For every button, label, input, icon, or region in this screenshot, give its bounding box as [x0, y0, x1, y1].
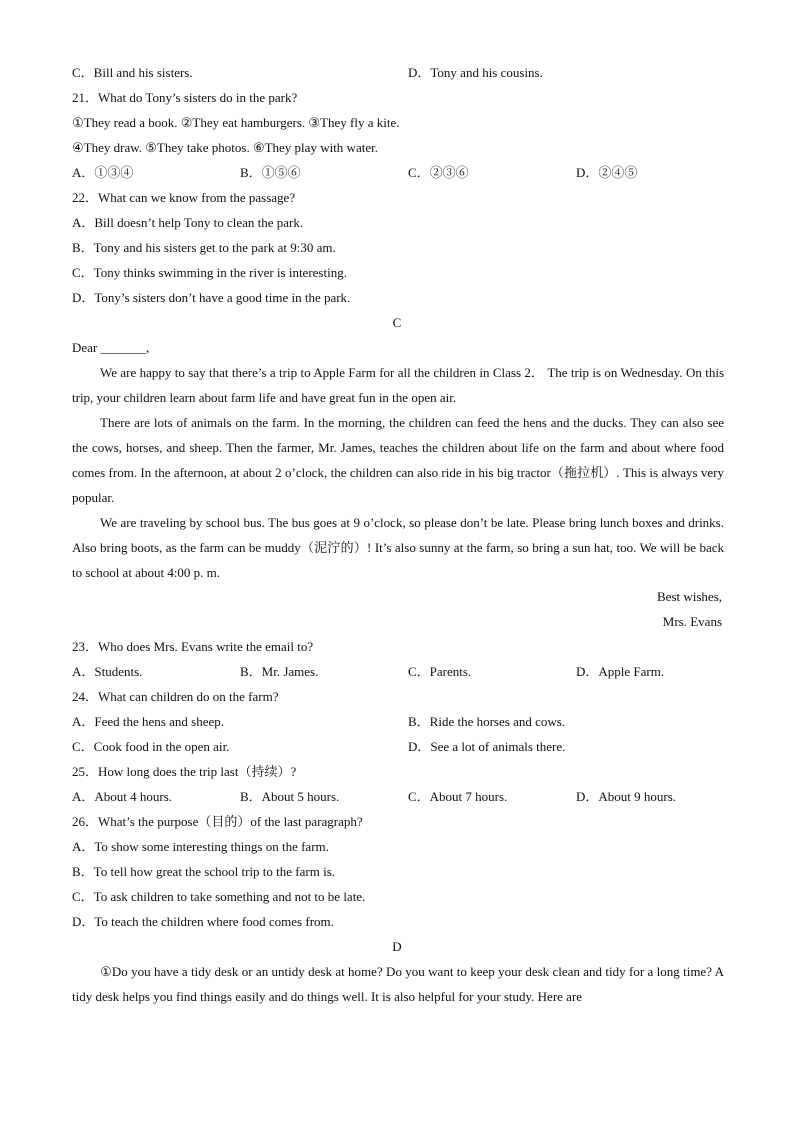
q25-option-a: A．About 4 hours. [72, 789, 173, 804]
q26-option-d: D．To teach the children where food comes from. [72, 914, 334, 929]
q24-option-d: D．See a lot of animals there. [408, 739, 566, 754]
q22-option-d: D．Tony’s sisters don’t have a good time in the park. [72, 290, 351, 305]
passage-d-heading: D [392, 939, 402, 954]
q22-option-a: A．Bill doesn’t help Tony to clean the park. [72, 215, 304, 230]
q21-choices-line-1: ①They read a book. ②They eat hamburgers. ③They fly a kite. [72, 115, 400, 130]
passage-d-paragraph-1-text: ①Do you have a tidy desk or an untidy desk at home? Do you want to keep your desk clean and tidy for a long time? A tidy desk helps you find things easily and do things well. It is also helpful for your study. Here are [72, 964, 724, 1004]
q21-choices-line-2: ④They draw. ⑤They take photos. ⑥They play with water. [72, 140, 378, 155]
passage-c-heading: C [392, 315, 402, 330]
q26-option-a: A．To show some interesting things on the farm. [72, 839, 329, 854]
letter-closing: Best wishes, [657, 589, 722, 604]
q24-option-a: A．Feed the hens and sheep. [72, 714, 224, 729]
q26-option-b: B．To tell how great the school trip to the farm is. [72, 864, 336, 879]
letter-paragraph-1-text: We are happy to say that there’s a trip to Apple Farm for all the children in Class 2． The trip is on Wednesday. On this trip, your children learn about farm life and have great fun in the open air. [72, 365, 724, 405]
q22-option-c: C．Tony thinks swimming in the river is interesting. [72, 265, 347, 280]
q22-option-b: B．Tony and his sisters get to the park at 9:30 am. [72, 240, 336, 255]
q21-option-c: C．②③⑥ [408, 165, 469, 180]
letter-paragraph-1 [72, 360, 724, 410]
q23-option-a: A．Students. [72, 664, 143, 679]
q25-stem: 25．How long does the trip last（持续）? [72, 764, 297, 779]
q21-option-d: D．②④⑤ [576, 165, 638, 180]
q20-option-c: C．Bill and his sisters. [72, 65, 193, 80]
q25-option-c: C．About 7 hours. [408, 789, 508, 804]
q25-option-d: D．About 9 hours. [576, 789, 677, 804]
letter-paragraph-3-text: We are traveling by school bus. The bus goes at 9 o’clock, so please don’t be late. Please bring lunch boxes and drinks. Also bring boots, as the farm can be muddy（泥泞的）! It’s also sunny at the farm, so bring a sun hat, too. We will be back to school at about 4:00 p. m. [72, 515, 724, 580]
q21-stem: 21．What do Tony’s sisters do in the park? [72, 90, 298, 105]
q23-stem: 23．Who does Mrs. Evans write the email to? [72, 639, 314, 654]
q23-option-d: D．Apple Farm. [576, 664, 665, 679]
letter-paragraph-3 [72, 510, 724, 585]
q23-option-c: C．Parents. [408, 664, 472, 679]
q24-stem: 24．What can children do on the farm? [72, 689, 279, 704]
letter-paragraph-2 [72, 410, 724, 510]
q22-stem: 22．What can we know from the passage? [72, 190, 296, 205]
letter-paragraph-2-text: There are lots of animals on the farm. In the morning, the children can feed the hens and the ducks. They can also see the cows, horses, and sheep. Then the farmer, Mr. James, teaches the children about life on the farm and about where food comes from. In the afternoon, at about 2 o’clock, the children can also ride in his big tractor（拖拉机）. This is always very popular. [72, 415, 724, 505]
q26-option-c: C．To ask children to take something and not to be late. [72, 889, 366, 904]
q25-option-b: B．About 5 hours. [240, 789, 340, 804]
q21-option-a: A．①③④ [72, 165, 134, 180]
letter-greeting: Dear _______, [72, 340, 150, 355]
passage-d-paragraph-1 [72, 959, 724, 1009]
q21-option-b: B．①⑤⑥ [240, 165, 301, 180]
q23-option-b: B．Mr. James. [240, 664, 319, 679]
q24-option-c: C．Cook food in the open air. [72, 739, 230, 754]
q26-stem: 26．What’s the purpose（目的）of the last paragraph? [72, 814, 363, 829]
q20-option-d: D．Tony and his cousins. [408, 65, 543, 80]
q24-option-b: B．Ride the horses and cows. [408, 714, 566, 729]
letter-signature: Mrs. Evans [662, 614, 722, 629]
